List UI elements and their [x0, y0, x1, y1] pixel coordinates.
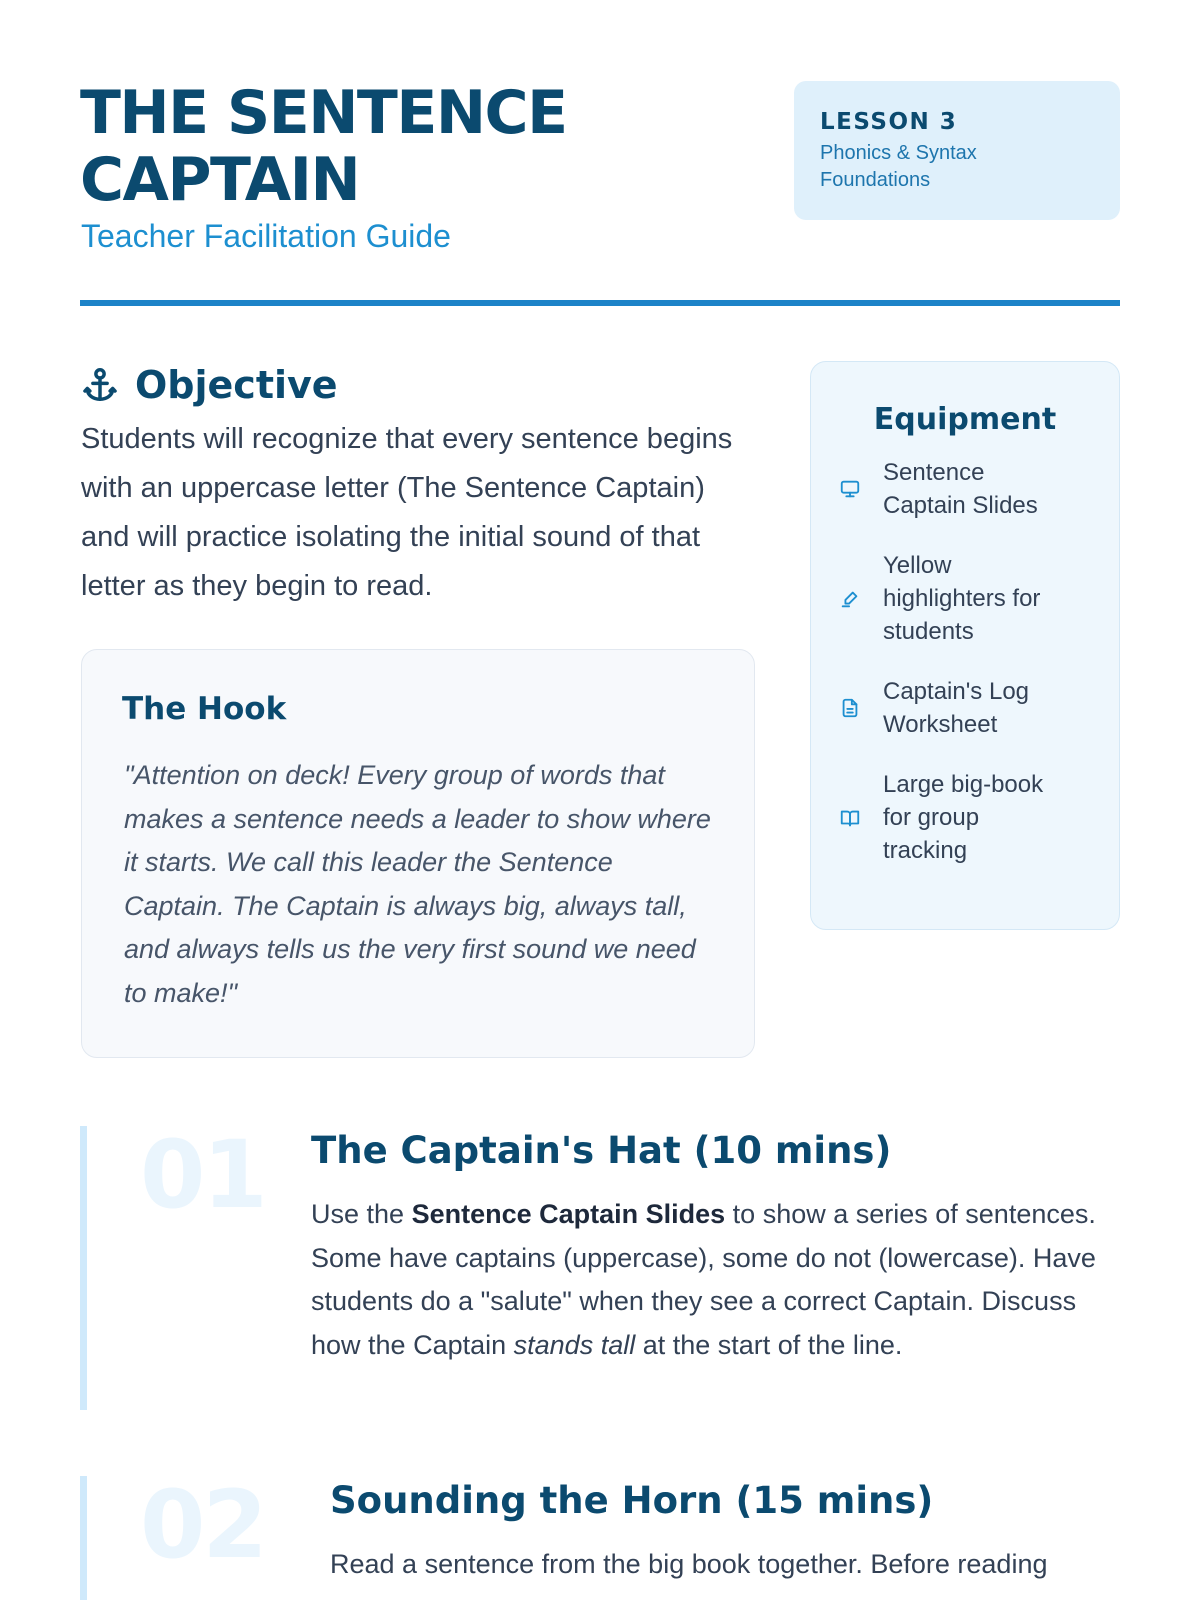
document-icon: [839, 697, 861, 719]
step-body-italic: stands tall: [513, 1329, 636, 1360]
objective-heading-label: Objective: [135, 363, 338, 407]
step-body: Read a sentence from the big book together. Before reading: [330, 1549, 1048, 1579]
equipment-heading: Equipment: [873, 402, 1057, 437]
step-accent-bar: [80, 1476, 87, 1600]
step-body: [311, 1193, 1111, 1367]
step-body-text: at the start of the line.: [635, 1329, 903, 1360]
hook-card: [81, 649, 755, 1058]
step-body-text: to show a series of sentences. Some have captains (uppercase), some do not (lowercase). Have students do a "salute" when they see a correct Captain. Discuss how the Captain: [311, 1199, 1096, 1360]
hook-quote: "Attention on deck! Every group of words that makes a sentence needs a leader to show where it starts. We call this leader the Sentence Captain. The Captain is always big, always tall, and always tells us the very first sound we need to make!": [124, 760, 711, 1008]
lesson-number: LESSON 3: [820, 109, 958, 135]
hook-heading: The Hook: [122, 691, 287, 727]
lesson-badge: [794, 81, 1120, 220]
step-body-text: Use the: [311, 1199, 412, 1229]
header-divider: [80, 300, 1120, 306]
equipment-label: Yellow highlighters for students: [883, 552, 1041, 645]
step-number: 01: [140, 1121, 265, 1230]
step-body-emphasis: Sentence Captain Slides: [411, 1199, 726, 1229]
page-title: THE SENTENCE CAPTAIN: [80, 78, 567, 215]
highlighter-icon: [839, 588, 861, 610]
equipment-item: [839, 456, 1091, 522]
lesson-topic: Phonics & Syntax Foundations: [820, 142, 977, 191]
equipment-label: Captain's Log Worksheet: [883, 678, 1030, 738]
step-card: [80, 1471, 1120, 1600]
anchor-icon: [81, 365, 119, 405]
objective-heading: [81, 362, 338, 408]
equipment-list: [839, 456, 1091, 867]
step-card: [80, 1121, 1120, 1410]
equipment-card: [810, 361, 1120, 930]
book-icon: [839, 807, 861, 829]
step-title: The Captain's Hat (10 mins): [311, 1129, 892, 1172]
page-subtitle: Teacher Facilitation Guide: [81, 218, 451, 254]
objective-text: Students will recognize that every sentence begins with an uppercase letter (The Sentence Captain) and will practice isolating the initial sound of that letter as they begin to read.: [81, 423, 733, 602]
equipment-label: Large big-book for group tracking: [883, 771, 1044, 864]
equipment-item: [839, 675, 1091, 741]
equipment-label: Sentence Captain Slides: [883, 459, 1038, 519]
monitor-icon: [839, 478, 861, 500]
equipment-item: [839, 768, 1091, 867]
step-title: Sounding the Horn (15 mins): [330, 1479, 934, 1522]
equipment-item: [839, 549, 1091, 648]
step-accent-bar: [80, 1126, 87, 1410]
step-number: 02: [140, 1471, 265, 1580]
